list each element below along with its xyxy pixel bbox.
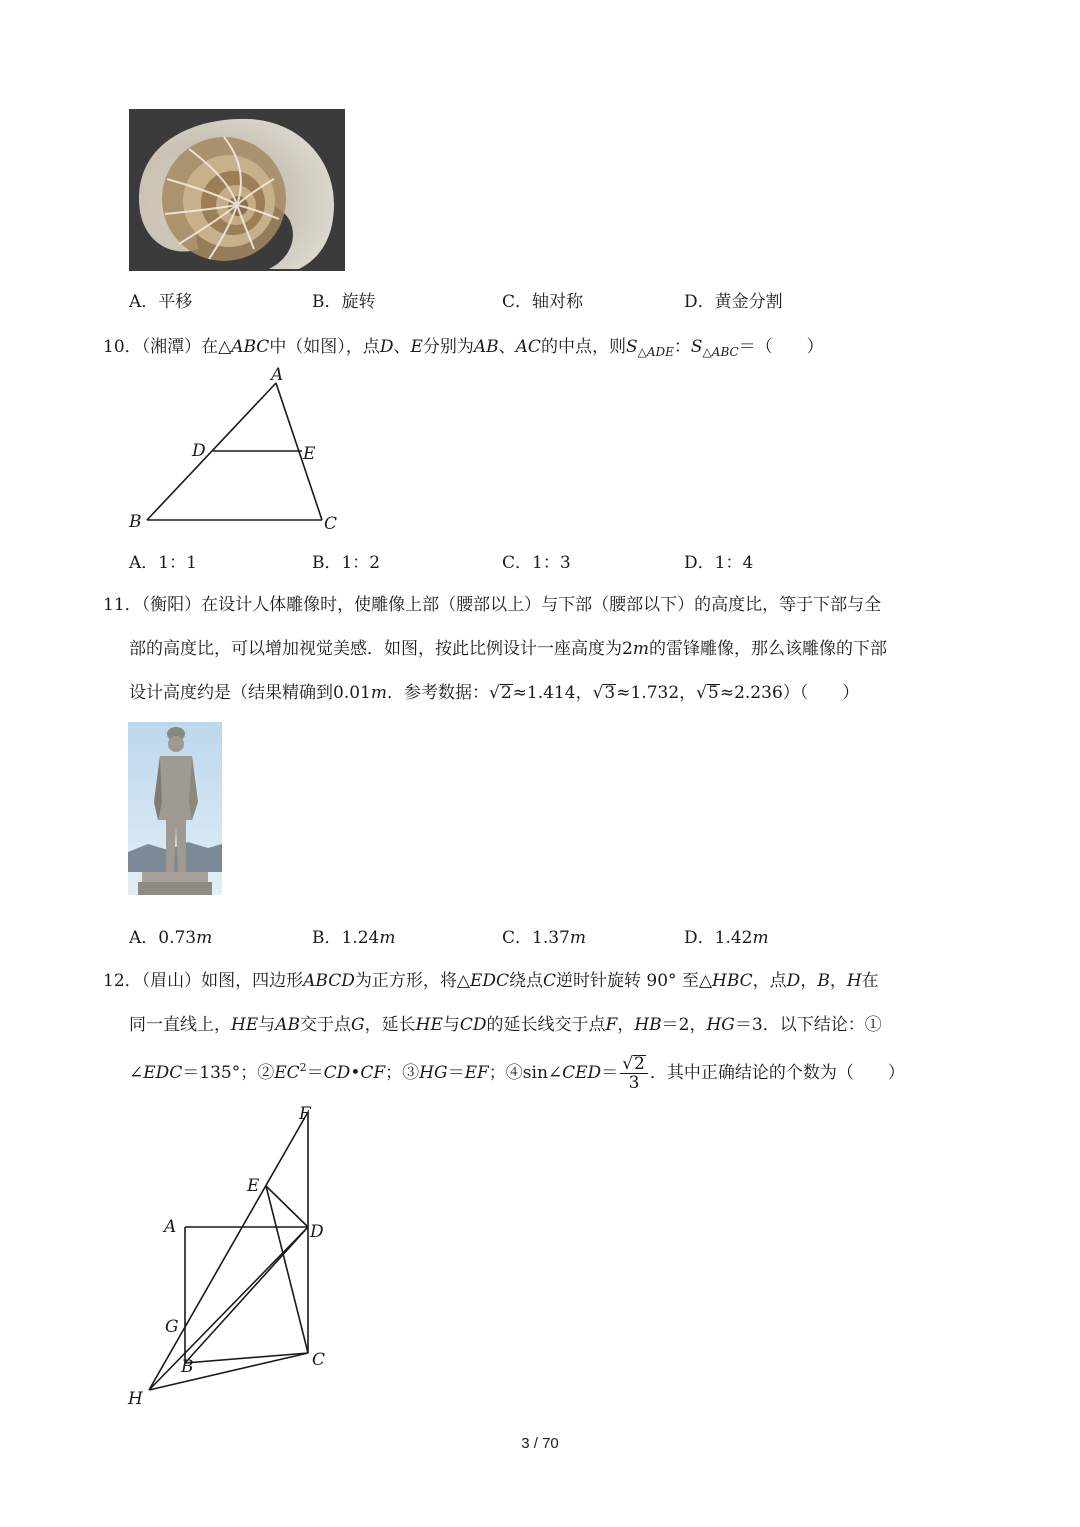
- q12-radicand: 2: [634, 1054, 645, 1074]
- q12-text: （眉山）如图，四边形: [141, 971, 304, 991]
- q12-label-c: C: [312, 1350, 326, 1370]
- q12-label-a: A: [164, 1217, 177, 1237]
- q11-option-b-label: B．1.24: [312, 928, 380, 948]
- q12-text: ，: [617, 1015, 635, 1035]
- q12-label-f: F: [299, 1104, 311, 1124]
- q12-label-b: B: [181, 1357, 194, 1377]
- q10-stem: [103, 332, 824, 359]
- q10-text: ＝（ ）: [738, 337, 824, 357]
- q12-text: 交于点: [300, 1015, 352, 1035]
- q10-triangle-figure: [120, 362, 360, 537]
- q12-text: ＝3．以下结论：①: [734, 1015, 882, 1035]
- q12-label-d: D: [310, 1222, 324, 1242]
- q12-label-h: H: [128, 1389, 143, 1409]
- q10-text: ：: [673, 337, 691, 357]
- q12-text: 在: [861, 971, 879, 991]
- q10-option-a: A．1：1: [129, 553, 197, 573]
- q11-option-b: [312, 923, 395, 948]
- q11-radicand: 2: [500, 683, 512, 703]
- statue-drawing: [128, 722, 222, 895]
- q10-option-d: D．1：4: [684, 553, 754, 573]
- q12-var: EF: [464, 1063, 489, 1083]
- q12-text: 逆时针旋转 90° 至△: [556, 971, 713, 991]
- q11-option-a-unit: m: [196, 928, 213, 948]
- sqrt-symbol: √: [592, 683, 604, 703]
- q12-line-hc: [149, 1353, 308, 1390]
- sqrt-symbol: √: [488, 683, 500, 703]
- q11-line-2: [129, 634, 887, 659]
- q9-option-c: C．轴对称: [502, 292, 584, 312]
- q12-text: ＝135°；②: [182, 1063, 275, 1083]
- q12-text: ；④sin∠: [488, 1063, 563, 1083]
- q12-var: CD: [459, 1015, 487, 1035]
- q12-text: ＝: [447, 1063, 465, 1083]
- q12-var: AB: [275, 1015, 301, 1035]
- q11-text: 部的高度比，可以增加视觉美感．如图，按此比例设计一座高度为: [129, 639, 622, 659]
- q11-text: ≈1.414，: [512, 683, 593, 703]
- q12-var: HG: [419, 1063, 448, 1083]
- q12-superscript: 2: [299, 1061, 307, 1074]
- q10-option-c: C．1：3: [502, 553, 571, 573]
- q12-text: ∠: [129, 1063, 144, 1083]
- page-number: 3 / 70: [521, 1435, 559, 1452]
- q10-text: 、: [393, 337, 411, 357]
- q12-text: ，: [800, 971, 818, 991]
- q10-var: AB: [473, 337, 499, 357]
- q10-number: 10．: [103, 337, 142, 357]
- q11-unit: m: [632, 639, 649, 659]
- q12-number: 12．: [103, 971, 142, 991]
- q12-fraction-denominator: 3: [628, 1073, 640, 1093]
- q11-radicand: 5: [708, 683, 719, 703]
- q11-radicand: 3: [604, 683, 616, 703]
- q11-option-a: [129, 923, 212, 948]
- q10-source: （湘潭）: [141, 337, 202, 357]
- q10-text: 中（如图），点: [269, 337, 380, 357]
- q11-value: 0.01: [333, 683, 371, 703]
- q12-var: HB: [634, 1015, 662, 1035]
- q11-option-c-label: C．1.37: [502, 928, 570, 948]
- q11-option-d-label: D．1.42: [684, 928, 753, 948]
- q10-text: 分别为: [422, 337, 474, 357]
- q12-var: HG: [706, 1015, 735, 1035]
- q12-text: ，延长: [364, 1015, 416, 1035]
- nautilus-shell-drawing: [129, 109, 345, 271]
- q10-var: ABC: [231, 337, 270, 357]
- q11-option-d-unit: m: [752, 928, 769, 948]
- q12-var: EDC: [143, 1063, 183, 1083]
- q12-var: HE: [231, 1015, 259, 1035]
- q9-option-d: D．黄金分割: [684, 292, 783, 312]
- q12-text: •: [350, 1063, 361, 1083]
- q12-var: CF: [360, 1063, 386, 1083]
- q11-option-b-unit: m: [379, 928, 396, 948]
- q12-label-g: G: [165, 1317, 179, 1337]
- statue-image: [128, 722, 222, 895]
- q11-number: 11．: [103, 595, 142, 615]
- q11-text: ≈2.236）（ ）: [719, 683, 860, 703]
- q12-square-figure: [120, 1100, 360, 1415]
- q11-option-c-unit: m: [569, 928, 586, 948]
- q11-line-1: [103, 590, 881, 615]
- q10-text: 、: [498, 337, 516, 357]
- q11-text: ≈1.732，: [616, 683, 697, 703]
- q10-label-a: A: [271, 365, 284, 385]
- q11-line-3: [129, 678, 859, 703]
- q12-var: D: [786, 971, 801, 991]
- q11-option-a-label: A．0.73: [129, 928, 197, 948]
- q12-text: ＝: [306, 1063, 324, 1083]
- sqrt-symbol: √: [696, 683, 708, 703]
- q10-label-e: E: [303, 444, 316, 464]
- q10-subscript: △ADE: [637, 345, 674, 359]
- q12-text: 同一直线上，: [129, 1015, 231, 1035]
- q11-option-d: [684, 923, 769, 948]
- q11-option-c: [502, 923, 586, 948]
- q12-var: B: [817, 971, 830, 991]
- q10-var: S: [625, 337, 638, 357]
- sqrt-symbol: √: [622, 1054, 634, 1074]
- q10-var: AC: [515, 337, 541, 357]
- q10-label-c: C: [324, 514, 338, 534]
- q11-text: 设计高度约是（结果精确到: [129, 683, 333, 703]
- q12-line-2: [129, 1010, 882, 1035]
- q12-text: ，点: [752, 971, 787, 991]
- q11-text: （衡阳）在设计人体雕像时，使雕像上部（腰部以上）与下部（腰部以下）的高度比，等于下部与全: [141, 595, 882, 615]
- q12-var: F: [605, 1015, 618, 1035]
- q10-text: 在△: [201, 337, 232, 357]
- q9-option-b: B．旋转: [312, 292, 376, 312]
- q12-text: 与: [258, 1015, 276, 1035]
- q10-label-b: B: [129, 512, 142, 532]
- q10-var: D: [379, 337, 394, 357]
- nautilus-shell-image: [129, 109, 345, 271]
- q11-unit: m: [370, 683, 387, 703]
- q12-var: ABCD: [303, 971, 355, 991]
- q12-text: ，: [829, 971, 847, 991]
- q11-text: ．参考数据：: [386, 683, 489, 703]
- q12-label-e: E: [247, 1176, 260, 1196]
- q11-value: 2: [622, 639, 633, 659]
- q10-option-b: B．1：2: [312, 553, 381, 573]
- q10-text: 的中点，则: [540, 337, 626, 357]
- q12-var: H: [846, 971, 862, 991]
- q11-text: 的雷锋雕像，那么该雕像的下部: [648, 639, 887, 659]
- q12-var: HBC: [712, 971, 753, 991]
- q12-fraction-numerator: [620, 1055, 648, 1074]
- q10-var: E: [410, 337, 423, 357]
- q12-var: CED: [562, 1063, 602, 1083]
- q12-text: 绕点: [509, 971, 543, 991]
- q9-option-a: A．平移: [129, 292, 193, 312]
- q12-text: 与: [442, 1015, 460, 1035]
- q12-text: ；③: [385, 1063, 420, 1083]
- q10-label-d: D: [192, 441, 206, 461]
- q12-segment-ec: [266, 1186, 308, 1353]
- q12-text: ＝: [601, 1063, 619, 1083]
- q12-segment-ed: [266, 1186, 308, 1227]
- q12-var: CD: [323, 1063, 351, 1083]
- q12-text: ＝2，: [661, 1015, 707, 1035]
- q12-line-3: [129, 1046, 905, 1095]
- q12-line-1: [103, 966, 879, 991]
- q12-text: ．其中正确结论的个数为（ ）: [649, 1063, 905, 1083]
- q12-var: EDC: [469, 971, 509, 991]
- q12-var: G: [351, 1015, 365, 1035]
- q12-var: EC: [274, 1063, 300, 1083]
- q12-var: C: [543, 971, 557, 991]
- q10-var: S: [690, 337, 703, 357]
- q12-text: 为正方形，将△: [354, 971, 470, 991]
- q10-subscript: △ABC: [702, 345, 739, 359]
- q12-text: 的延长线交于点: [486, 1015, 606, 1035]
- q12-fraction: [620, 1055, 648, 1092]
- q12-var: HE: [415, 1015, 443, 1035]
